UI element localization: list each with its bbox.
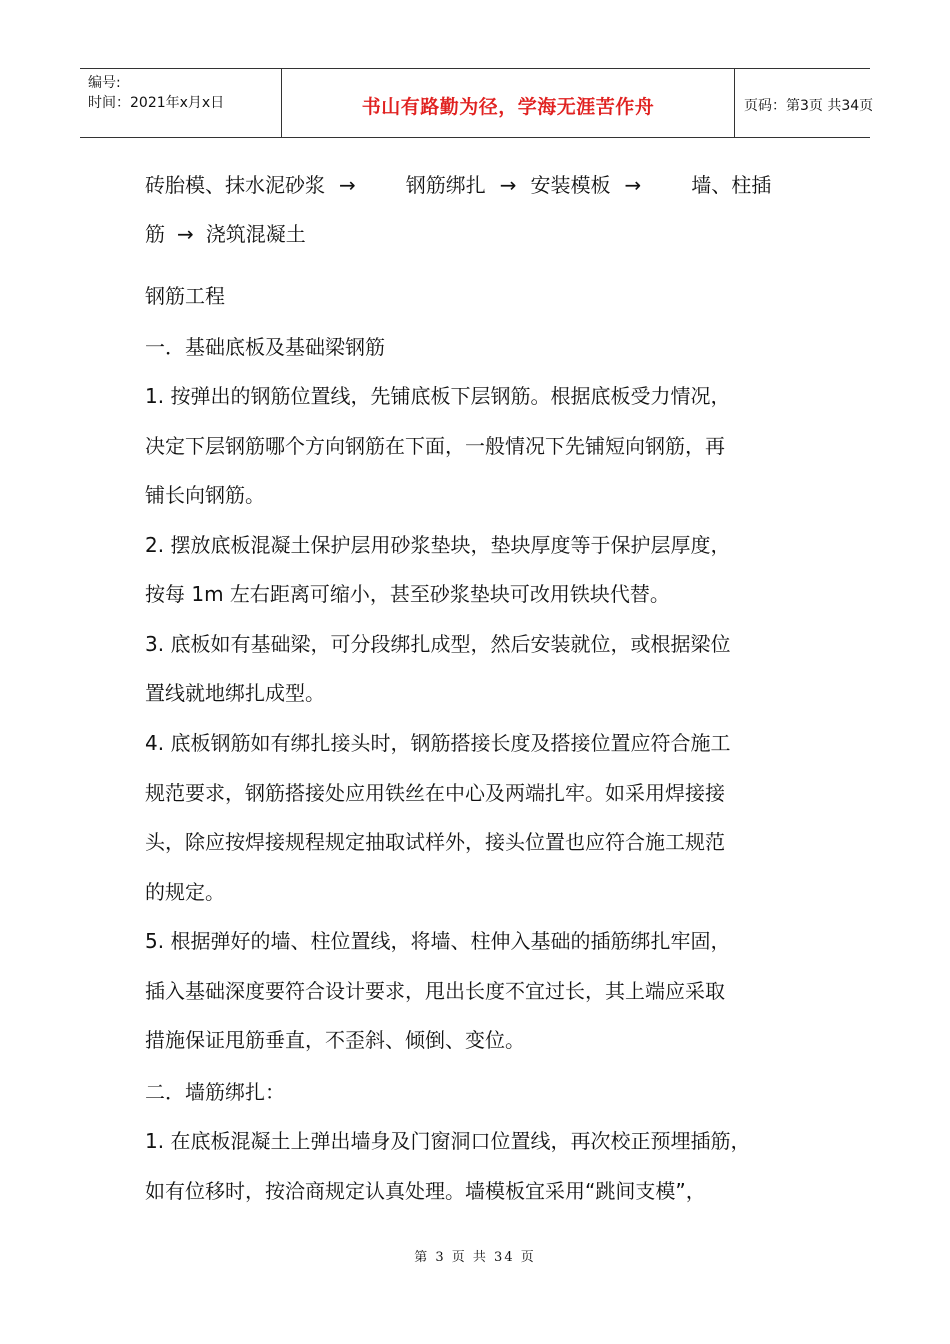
flow-step: 安装模板 [530,173,611,197]
paragraph-line: 规范要求，钢筋搭接处应用铁丝在中心及两端扎牢。如采用焊接接 [145,781,725,805]
arrow-icon: → [624,173,642,197]
section-title: 钢筋工程 [145,284,225,308]
paragraph-line: 插入基础深度要符合设计要求，甩出长度不宜过长，其上端应采取 [145,979,725,1003]
flow-step: 墙、柱插 [691,173,772,197]
flow-step: 砖胎模、抹水泥砂浆 [145,173,325,197]
page-header [80,68,874,138]
paragraph-line: 2. 摆放底板混凝土保护层用砂浆垫块，垫块厚度等于保护层厚度， [145,533,731,557]
paragraph-line: 头，除应按焊接规程规定抽取试样外，接头位置也应符合施工规范 [145,830,725,854]
paragraph-line: 3. 底板如有基础梁，可分段绑扎成型，然后安装就位，或根据梁位 [145,632,731,656]
paragraph-line: 措施保证甩筋垂直，不歪斜、倾倒、变位。 [145,1028,525,1052]
paragraph-line: 置线就地绑扎成型。 [145,681,325,705]
flow-step: 钢筋绑扎 [405,173,486,197]
number-label: 编号: [88,75,121,91]
paragraph-line: 1. 按弹出的钢筋位置线，先铺底板下层钢筋。根据底板受力情况， [145,384,731,408]
arrow-icon: → [177,222,194,246]
header-motto-cell [281,69,735,137]
flow-step: 筋 [145,222,165,246]
header-page-info: 页码：第3页 共34页 [744,98,874,114]
flow-step: 浇筑混凝土 [205,222,306,246]
paragraph-line: 4. 底板钢筋如有绑扎接头时，钢筋搭接长度及搭接位置应符合施工 [145,731,731,755]
paragraph-line: 铺长向钢筋。 [145,483,265,507]
date-label: 时间：2021年x月x日 [88,95,225,111]
header-right-cell [734,69,874,137]
heading-1: 一．基础底板及基础梁钢筋 [145,335,385,359]
arrow-icon: → [339,173,356,197]
flow-line-1 [145,173,771,197]
header-motto: 书山有路勤为径，学海无涯苦作舟 [361,96,655,118]
paragraph-line: 1. 在底板混凝土上弹出墙身及门窗洞口位置线，再次校正预埋插筋， [145,1129,751,1153]
header-left-cell [80,69,281,137]
paragraph-line: 决定下层钢筋哪个方向钢筋在下面，一般情况下先铺短向钢筋，再 [145,434,725,458]
paragraph-line: 5. 根据弹好的墙、柱位置线，将墙、柱伸入基础的插筋绑扎牢固， [145,929,731,953]
paragraph-line: 的规定。 [145,880,225,904]
paragraph-line: 如有位移时，按洽商规定认真处理。墙模板宜采用“跳间支模”， [145,1179,706,1203]
arrow-icon: → [499,173,517,197]
flow-line-2 [145,222,306,246]
page-footer: 第 3 页 共 34 页 [414,1250,536,1265]
paragraph-line: 按每 1m 左右距离可缩小，甚至砂浆垫块可改用铁块代替。 [145,582,670,606]
heading-2: 二．墙筋绑扎： [145,1080,285,1104]
